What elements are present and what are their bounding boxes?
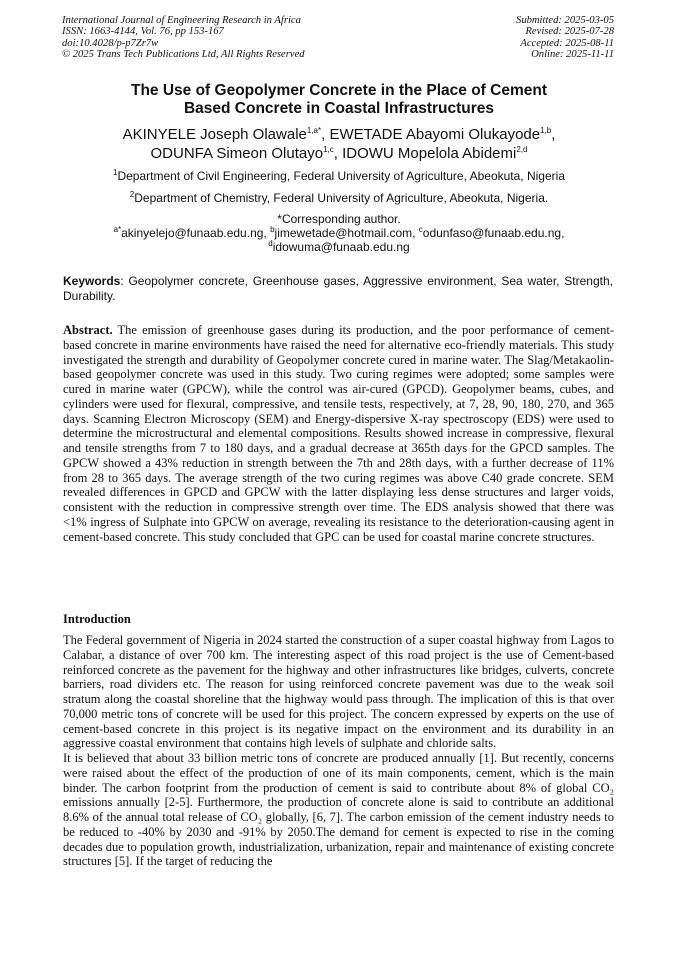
email[interactable]: $^b$jimewetade@hotmail.com, [270,225,419,240]
copyright: © 2025 Trans Tech Publications Ltd, All Rights Reserved [62,48,305,60]
paragraph: The Federal government of Nigeria in 2024 started the construction of a super coastal highway from Lagos to Calabar, a distance of over 700 km. The interesting aspect of this road project is the use of Cement-based reinforced concrete as the pavement for the highway and other infrastructures like bridges, culverts, concrete barriers, road dividers etc. The reason for using reinforced concrete pavement was due to the weak soil stratum along the coastal shoreline that the highway would pass through. The implication of this is that over 70,000 metric tons of concrete will be used for this project. The concern expressed by experts on the use of cement-based concrete in this project is its negative impact on the environment and its durability in an aggressive coastal environment that contains high levels of sulphate and chloride salts. [63,633,614,751]
keywords: Keywords: Geopolymer concrete, Greenhouse gases, Aggressive environment, Sea water, Strength, Durability. [63,274,613,303]
online-date: Online: 2025-11-11 [531,48,614,60]
email[interactable]: $^d$idowuma@funaab.edu.ng [268,239,410,254]
abstract: Abstract. The emission of greenhouse gases during its production, and the poor performance of cement-based concrete in marine environments have raised the need for alternative eco-friendly materials. This study investigated the strength and durability of Geopolymer concrete cured in marine water. The Slag/Metakaolin-based geopolymer concrete was used in this study. Two curing regimes were adopted; some samples were cured in marine water (GPCW), while the control was air-cured (GPCD). Geopolymer beams, cubes, and cylinders were used for flexural, compressive, and tensile tests, respectively, at 7, 28, 90, 180, 270, and 365 days. Scanning Electron Microscopy (SEM) and Energy-dispersive X-ray spectroscopy (EDS) were used to determine the microstructural and elemental compositions. Results showed increase in compressive, flexural and tensile strengths from 7 to 180 days, and a gradual decrease at 365th days for the GPCD samples. The GPCW showed a 43% reduction in strength between the 7th and 28th days, with a further decrease of 11% from 28 to 365 days. The average strength of the two curing regimes was above C40 grade concrete. SEM revealed differences in GPCD and GPCW with the latter displaying less dense structures and larger voids, consistent with the reduction in compressive strength over time. The EDS analysis showed that there was <1% ingress of Sulphate into GPCW on average, revealing its resistance to the deterioration-causing agent in cement-based concrete. This study concluded that GPC can be used for coastal marine concrete structures. [63,323,614,544]
email[interactable]: $^c$odunfaso@funaab.edu.ng, [418,225,565,240]
journal-info [62,15,305,60]
author: IDOWU Mopelola Abidemi$^{2,d}$ [342,145,528,162]
journal-name: International Journal of Engineering Research in Africa [62,15,301,26]
affiliation: $^2$Department of Chemistry, Federal University of Agriculture, Abeokuta, Nigeria. [129,190,549,205]
corresponding-author-note: *Corresponding author. [277,212,401,226]
introduction-body [63,633,614,869]
paper-title: The Use of Geopolymer Concrete in the Place of Cement Based Concrete in Coastal Infrastructures [130,82,547,117]
abstract-label: Abstract. [63,323,113,337]
affiliation: $^1$Department of Civil Engineering, Federal University of Agriculture, Abeokuta, Nigeria [112,168,565,183]
accepted-date: Accepted: 2025-08-11 [520,37,614,49]
doi: doi:10.4028/p-p7Zr7w [62,37,159,49]
issn: ISSN: 1663-4144, Vol. 76, pp 153-167 [62,26,224,38]
emails [60,226,618,254]
revised-date: Revised: 2025-07-28 [525,26,614,38]
author: EWETADE Abayomi Olukayode$^{1,b}$, [329,126,556,143]
paragraph: It is believed that about 33 billion metric tons of concrete are produced annually [1]. But recently, concerns were raised about the effect of the production of one of its main components, cement, which is the main binder. The carbon footprint from the production of cement is said to contribute about 8% of global CO₂ emissions annually [2-5]. Furthermore, the production of concrete alone is said to contribute an additional 8.6% of the annual total release of CO₂ globally, [6, 7]. The carbon emission of the cement industry needs to be reduced to -40% by 2030 and -91% by 2050.The demand for cement is expected to rise in the coming decades due to population growth, industrialization, urbanization, repair and maintenance of existing concrete structures [5]. If the target of reducing the [63,751,614,869]
submitted-date: Submitted: 2025-03-05 [516,15,614,26]
author-list [60,125,618,163]
author: ODUNFA Simeon Olutayo$^{1,c}$, [150,145,343,162]
email[interactable]: $^{a*}$akinyelejo@funaab.edu.ng, [113,225,271,240]
section-heading: Introduction [63,612,131,626]
dates-info [516,15,614,60]
author: AKINYELE Joseph Olawale$^{1,a*}$, [122,126,330,143]
